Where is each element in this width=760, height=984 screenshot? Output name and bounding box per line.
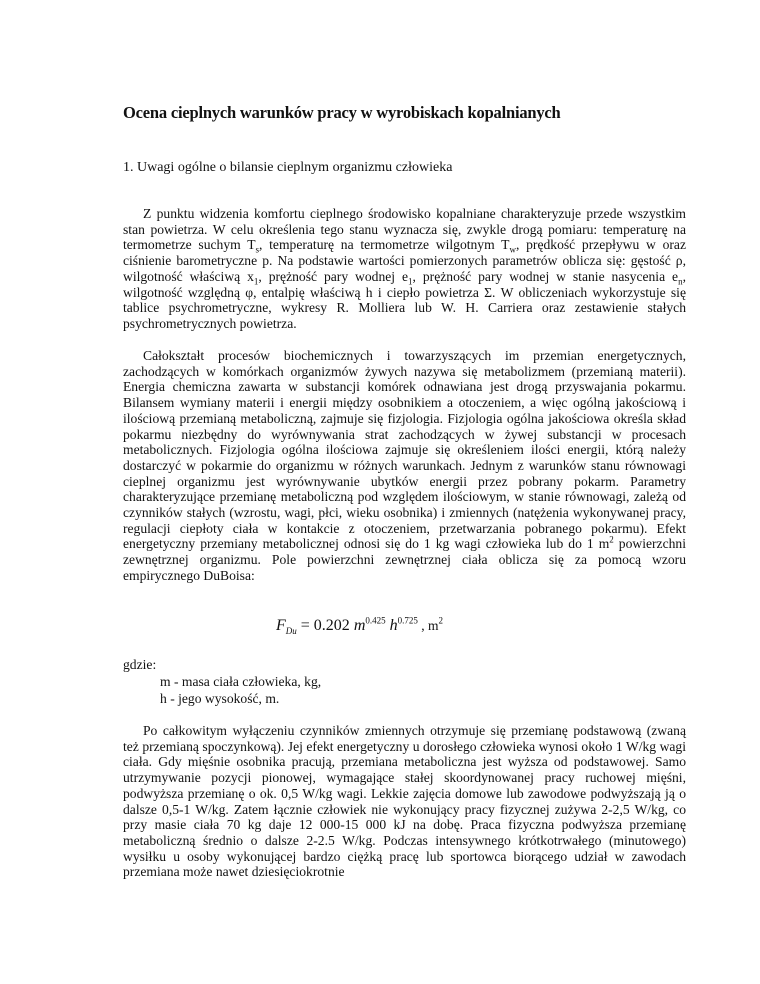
- paragraph-air-state: Z punktu widzenia komfortu cieplnego środowisko kopalniane charakteryzuje przede wszystkim stan powietrza. W celu określenia tego stanu wyznacza się, zwykle drogą pomiaru: temperaturę na termometrze suchym $T_s$, temperaturę na termometrze wilgotnym $T_w$, prędkość przepływu w oraz ciśnienie barometryczne p. Na podstawie wartości pomierzonych parametrów oblicza się: gęstość ρ, wilgotność właściwą $x_1$, prężność pary wodnej $e_1$, prężność pary wodnej w stanie nasycenia $e_n$, wilgotność względną φ, entalpię właściwą h i ciepło powietrza Σ. W obliczeniach wykorzystuje się tablice psychrometryczne, wykresy R. Molliera lub W. H. Carriera oraz zestawienie stałych psychrometrycznych powietrza.: [123, 206, 686, 331]
- definition-height: h - jego wysokość, m.: [160, 691, 280, 706]
- document-title: Ocena cieplnych warunków pracy w wyrobiskach kopalnianych: [123, 103, 561, 122]
- paragraph-basal-metabolism: Po całkowitym wyłączeniu czynników zmiennych otrzymuje się przemianę podstawową (zwaną też przemianą spoczynkową). Jej efekt energetyczny u dorosłego człowieka wynosi około 1 W/kg wagi ciała. Gdy mięśnie osobnika pracują, przemiana metaboliczna jest wyższa od podstawowej. Samo utrzymywanie pozycji pionowej, wymagające stałej skoordynowanej pracy ruchowej mięśni, podwyższa przemianę o ok. 0,5 W/kg wagi. Lekkie zajęcia domowe lub zawodowe podwyższają ją o dalsze 0,5-1 W/kg. Zatem łącznie człowiek nie wykonujący pracy fizycznej zużywa 2-2,5 W/kg, co przy masie ciała 70 kg daje 12 000-15 000 kJ na dobę. Praca fizyczna podwyższa przemianę metaboliczną średnio o dalsze 2-2.5 W/kg. Podczas intensywnego krótkotrwałego (minutowego) wysiłku u osoby wykonującej bardzo ciężką pracę lub sportowca biorącego udział w zawodach przemiana może nawet dziesięciokrotnie: [123, 723, 686, 880]
- paragraph-metabolism: Całokształt procesów biochemicznych i towarzyszących im przemian energetycznych, zachodzących w komórkach organizmów żywych nazywa się metabolizmem (przemianą materii). Energia chemiczna zawarta w substancji komórek odnawiana jest drogą przyswajania pokarmu. Bilansem wymiany materii i energii między osobnikiem a otoczeniem, a więc ogólną jakościową i ilościową przemianą metaboliczną, zajmuje się fizjologia. Fizjologia ogólna jakościowa określa skład pokarmu niezbędny do wyrównywania strat zachodzących w żywej substancji w procesach metabolicznych. Fizjologia ogólna ilościowa zajmuje się określeniem ilości energii, którą należy dostarczyć w pokarmie do organizmu w różnych warunkach. Jednym z warunków stanu równowagi cieplnej organizmu jest wyrównywanie ubytków energii przez pobrany pokarm. Parametry charakteryzujące przemianę metaboliczną pod względem ilościowym, w stanie równowagi, zależą od czynników stałych (wzrostu, wagi, płci, wieku osobnika) i zmiennych (natężenia wykonywanej pracy, regulacji ciepłoty ciała w kontakcie z otoczeniem, przetwarzania pobranego pokarmu). Efekt energetyczny przemiany metabolicznej odnosi się do 1 kg wagi człowieka lub do 1 $m^2$ powierzchni zewnętrznej organizmu. Pole powierzchni zewnętrznej ciała oblicza się za pomocą wzoru empirycznego DuBoisa:: [123, 348, 686, 583]
- section-heading: 1. Uwagi ogólne o bilansie cieplnym organizmu człowieka: [123, 160, 453, 175]
- definition-mass: m - masa ciała człowieka, kg,: [160, 674, 322, 689]
- dubois-formula: $F_{Du} = 0.202$ $m^{0.425}$ $h^{0.725}$ , $m^2$: [276, 615, 444, 637]
- where-label: gdzie:: [123, 657, 157, 672]
